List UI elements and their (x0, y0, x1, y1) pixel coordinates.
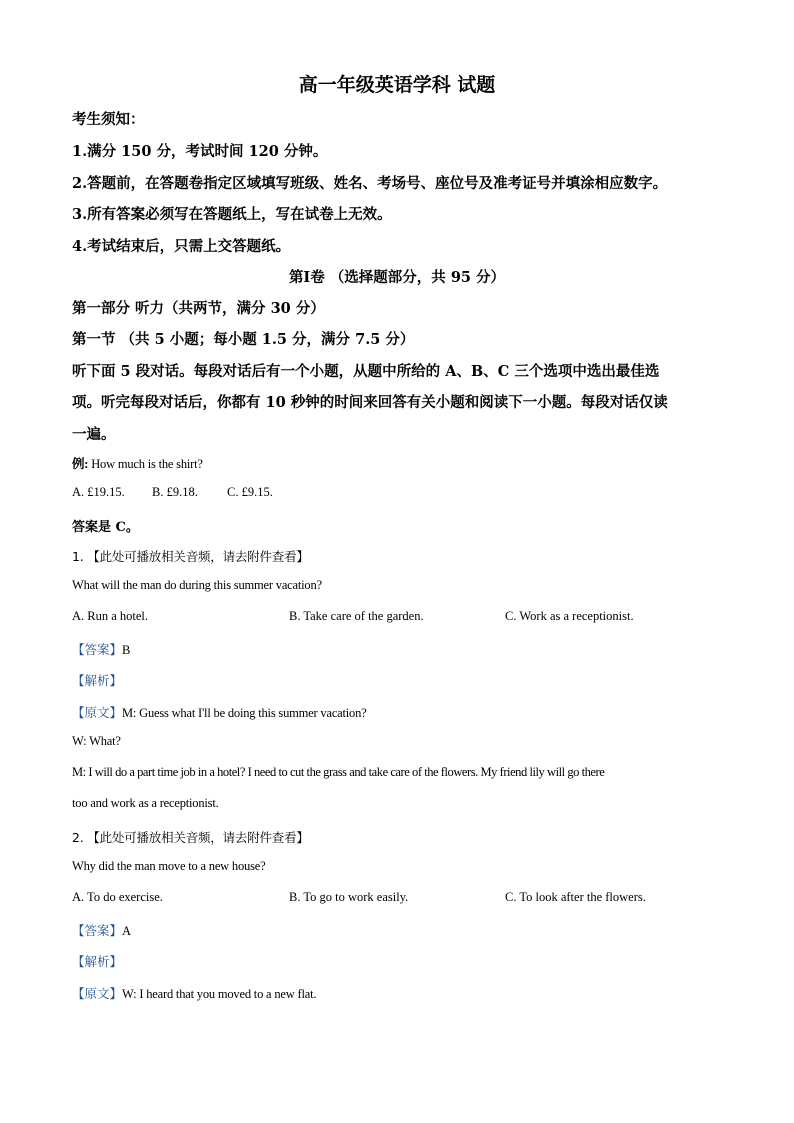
transcript-text: W: I heard that you moved to a new flat. (122, 987, 317, 1001)
answer-tag: 【答案】 (72, 923, 123, 938)
notice-heading: 考生须知： (72, 111, 145, 128)
question-1-transcript-line: M: I will do a part time job in a hotel? I need to cut the grass and take care of the flowers. My friend lily will go there (72, 765, 605, 779)
question-2-header[interactable]: 2. 【此处可播放相关音频，请去附件查看】 (72, 830, 309, 845)
example-option-a: A. £19.15. (72, 485, 125, 499)
question-1-text: What will the man do during this summer vacation? (72, 578, 322, 592)
question-2-option-c: C. To look after the flowers. (505, 890, 646, 904)
question-1-header[interactable]: 1. 【此处可播放相关音频，请去附件查看】 (72, 549, 309, 564)
notice-item: 2.答题前，在答题卷指定区域填写班级、姓名、考场号、座位号及准考证号并填涂相应数字。 (72, 175, 668, 192)
example-label: 例: (72, 457, 89, 471)
example-question (72, 454, 203, 472)
instruction-line: 一遍。 (72, 426, 116, 443)
question-1-transcript-line (72, 703, 367, 721)
example-answer: 答案是 C。 (72, 520, 139, 535)
notice-item: 4.考试结束后，只需上交答题纸。 (72, 238, 291, 255)
question-2-transcript-line (72, 984, 316, 1002)
volume-heading: 第Ⅰ卷 （选择题部分，共 95 分） (288, 269, 506, 286)
question-1-answer (72, 640, 130, 658)
question-2-answer (72, 921, 131, 939)
instruction-line: 听下面 5 段对话。每段对话后有一个小题，从题中所给的 A、B、C 三个选项中选出最佳选 (72, 363, 660, 380)
part-heading: 第一部分 听力（共两节，满分 30 分） (72, 300, 325, 317)
question-1-option-a: A. Run a hotel. (72, 609, 149, 623)
answer-tag: 【答案】 (72, 642, 123, 657)
example-option-c: C. £9.15. (227, 485, 273, 499)
question-2-text: Why did the man move to a new house? (72, 859, 266, 873)
notice-item: 3.所有答案必须写在答题纸上，写在试卷上无效。 (72, 206, 392, 223)
instruction-line: 项。听完每段对话后，你都有 10 秒钟的时间来回答有关小题和阅读下一小题。每段对话仅读 (72, 394, 668, 411)
question-1-analysis (72, 671, 122, 689)
question-1-option-c: C. Work as a receptionist. (505, 609, 634, 623)
transcript-text: M: Guess what I'll be doing this summer vacation? (122, 706, 367, 720)
example-question-text: How much is the shirt? (88, 457, 203, 471)
section-heading: 第一节 （共 5 小题；每小题 1.5 分，满分 7.5 分） (72, 331, 415, 348)
question-2-analysis (72, 952, 122, 970)
analysis-tag: 【解析】 (72, 954, 123, 969)
question-1-transcript-line: W: What? (72, 734, 121, 748)
page-title: 高一年级英语学科 试题 (298, 74, 496, 96)
answer-value: B (122, 643, 131, 657)
question-1-transcript-line: too and work as a receptionist. (72, 796, 219, 810)
answer-value: A (122, 924, 131, 938)
question-1-option-b: B. Take care of the garden. (289, 609, 424, 623)
example-option-b: B. £9.18. (152, 485, 198, 499)
notice-item: 1.满分 150 分，考试时间 120 分钟。 (72, 143, 328, 160)
question-2-option-b: B. To go to work easily. (289, 890, 409, 904)
original-tag: 【原文】 (72, 705, 123, 720)
question-2-option-a: A. To do exercise. (72, 890, 163, 904)
original-tag: 【原文】 (72, 986, 123, 1001)
analysis-tag: 【解析】 (72, 673, 123, 688)
